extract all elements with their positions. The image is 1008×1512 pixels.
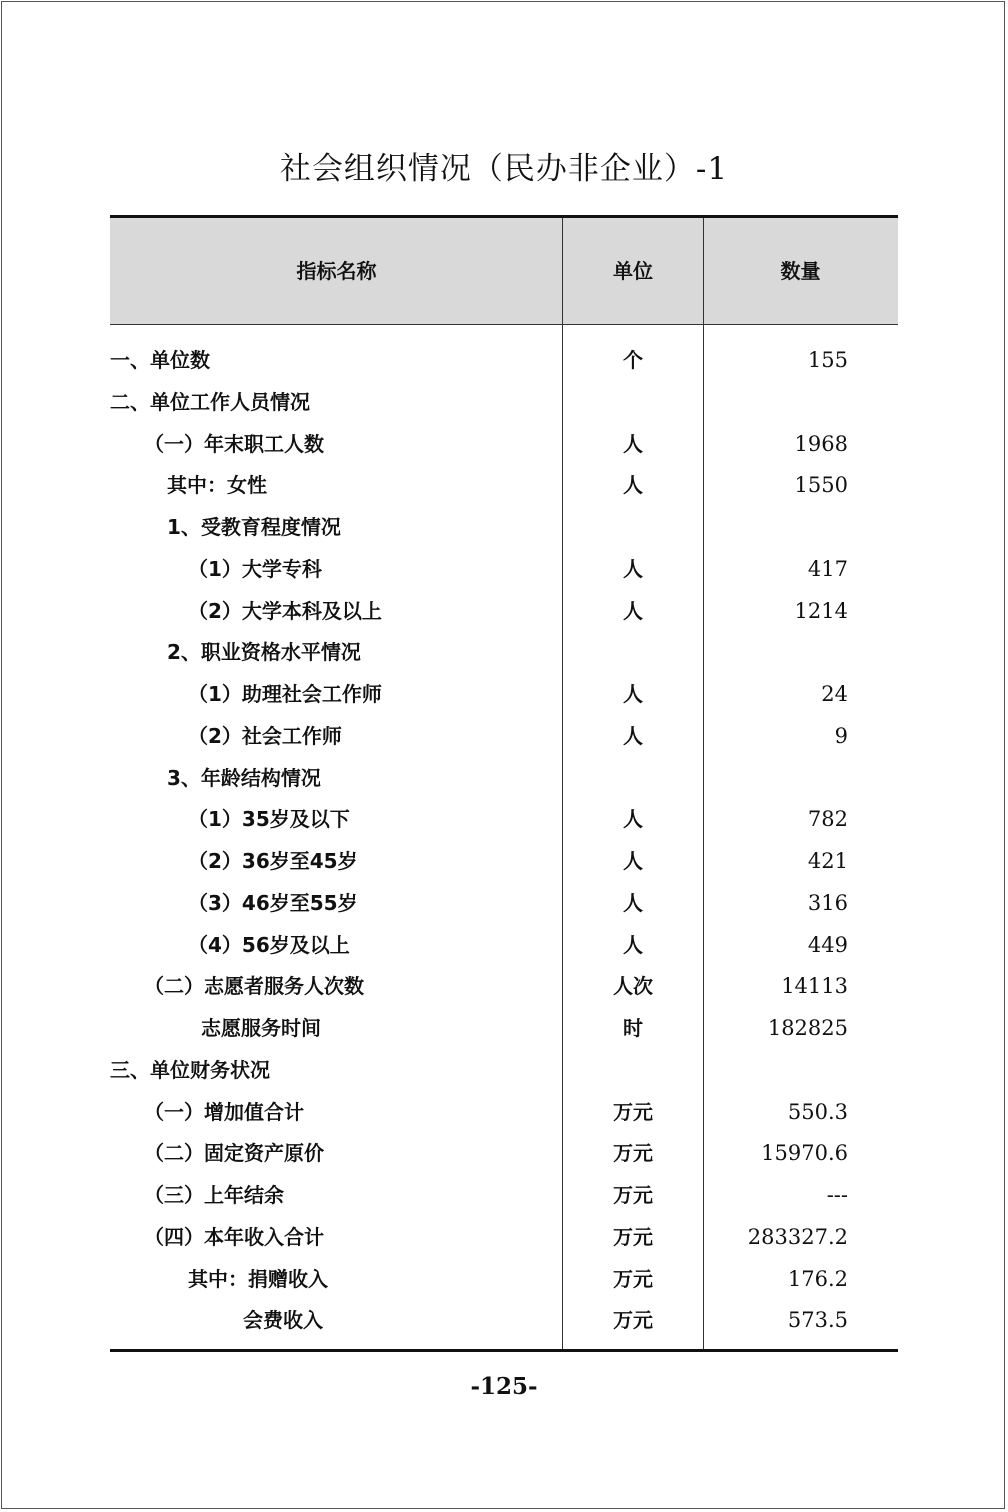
table-row: [110, 1175, 898, 1217]
row-value: 1550: [794, 473, 848, 498]
table-row: [110, 1259, 898, 1301]
table-row: [110, 841, 898, 883]
row-value: 1968: [794, 431, 848, 456]
header-name: 指标名称: [296, 259, 377, 283]
table-row: [110, 966, 898, 1008]
row-value: 782: [807, 807, 848, 832]
table-row: [110, 925, 898, 967]
row-name: 二、单位工作人员情况: [110, 389, 310, 414]
row-name: 2、职业资格水平情况: [167, 640, 361, 665]
row-value: 9: [834, 723, 848, 748]
table-row: [110, 340, 898, 382]
row-name: （四）本年收入合计: [144, 1224, 324, 1249]
table-row: [110, 507, 898, 549]
row-name: （1）35岁及以下: [188, 807, 350, 832]
row-name: 会费收入: [243, 1308, 323, 1333]
row-unit: 万元: [613, 1266, 653, 1291]
row-value: 421: [807, 849, 848, 873]
row-unit: 万元: [613, 1308, 653, 1333]
row-unit: 万元: [613, 1141, 653, 1166]
row-name: （2）36岁至45岁: [188, 849, 358, 873]
row-name: 1、受教育程度情况: [167, 515, 341, 539]
row-name: （2）大学本科及以上: [188, 598, 382, 623]
row-name: 3、年龄结构情况: [167, 765, 321, 790]
row-name: （1）助理社会工作师: [188, 682, 382, 706]
row-name: 其中：捐赠收入: [188, 1266, 328, 1291]
table-row: [110, 883, 898, 925]
row-unit: 人: [623, 682, 643, 706]
row-value: 15970.6: [761, 1141, 848, 1166]
row-value: 14113: [781, 974, 848, 999]
row-name: （2）社会工作师: [188, 723, 342, 748]
table-row: [110, 1092, 898, 1134]
table-row: [110, 758, 898, 800]
row-name: （一）年末职工人数: [144, 431, 324, 456]
row-value: 573.5: [787, 1308, 848, 1333]
row-value: 283327.2: [747, 1224, 848, 1249]
row-unit: 万元: [613, 1099, 653, 1124]
table-row: [110, 1133, 898, 1175]
row-name: 志愿服务时间: [201, 1016, 321, 1040]
row-name: （一）增加值合计: [144, 1099, 304, 1124]
row-unit: 万元: [613, 1224, 653, 1249]
table-row: [110, 674, 898, 716]
table-row: [110, 382, 898, 424]
table-row: [110, 1008, 898, 1050]
row-value: 449: [807, 932, 848, 957]
row-value: 155: [807, 348, 848, 372]
row-name: 三、单位财务状况: [110, 1057, 270, 1082]
row-unit: 时: [623, 1016, 643, 1040]
table-row: [110, 465, 898, 507]
row-value: ---: [826, 1183, 848, 1207]
row-unit: 万元: [613, 1183, 653, 1207]
header-unit: 单位: [613, 259, 653, 283]
table-row: [110, 799, 898, 841]
row-value: 417: [807, 556, 848, 581]
row-unit: 人: [623, 932, 643, 957]
row-name: （4）56岁及以上: [188, 932, 350, 957]
row-unit: 人: [623, 556, 643, 581]
row-unit: 人次: [613, 974, 653, 999]
table-bottom-rule: [110, 1349, 898, 1352]
row-value: 550.3: [787, 1099, 848, 1124]
page-number: -125-: [470, 1373, 538, 1400]
row-unit: 人: [623, 849, 643, 873]
table-row: [110, 1217, 898, 1259]
row-unit: 人: [623, 890, 643, 915]
row-name: （三）上年结余: [144, 1183, 284, 1207]
row-value: 182825: [767, 1016, 848, 1040]
row-unit: 个: [623, 348, 643, 372]
page-title: 社会组织情况（民办非企业）-1: [279, 151, 729, 187]
table-row: [110, 632, 898, 674]
row-value: 176.2: [787, 1266, 848, 1291]
row-unit: 人: [623, 723, 643, 748]
table-body: [110, 340, 898, 1342]
row-unit: 人: [623, 598, 643, 623]
table-row: [110, 1300, 898, 1342]
row-value: 1214: [794, 598, 848, 623]
table-row: [110, 1050, 898, 1092]
row-name: （3）46岁至55岁: [188, 890, 358, 915]
table-header: [110, 218, 898, 325]
row-name: （二）固定资产原价: [144, 1141, 324, 1166]
row-name: 其中：女性: [167, 473, 267, 498]
row-name: （1）大学专科: [188, 556, 322, 581]
row-value: 316: [807, 890, 848, 915]
table-row: [110, 591, 898, 633]
table-row: [110, 716, 898, 758]
row-unit: 人: [623, 807, 643, 832]
row-unit: 人: [623, 473, 643, 498]
row-name: 一、单位数: [110, 348, 210, 372]
row-name: （二）志愿者服务人次数: [144, 974, 364, 999]
table-row: [110, 549, 898, 591]
row-unit: 人: [623, 431, 643, 456]
header-value: 数量: [780, 259, 821, 283]
row-value: 24: [821, 682, 848, 706]
table-row: [110, 424, 898, 466]
